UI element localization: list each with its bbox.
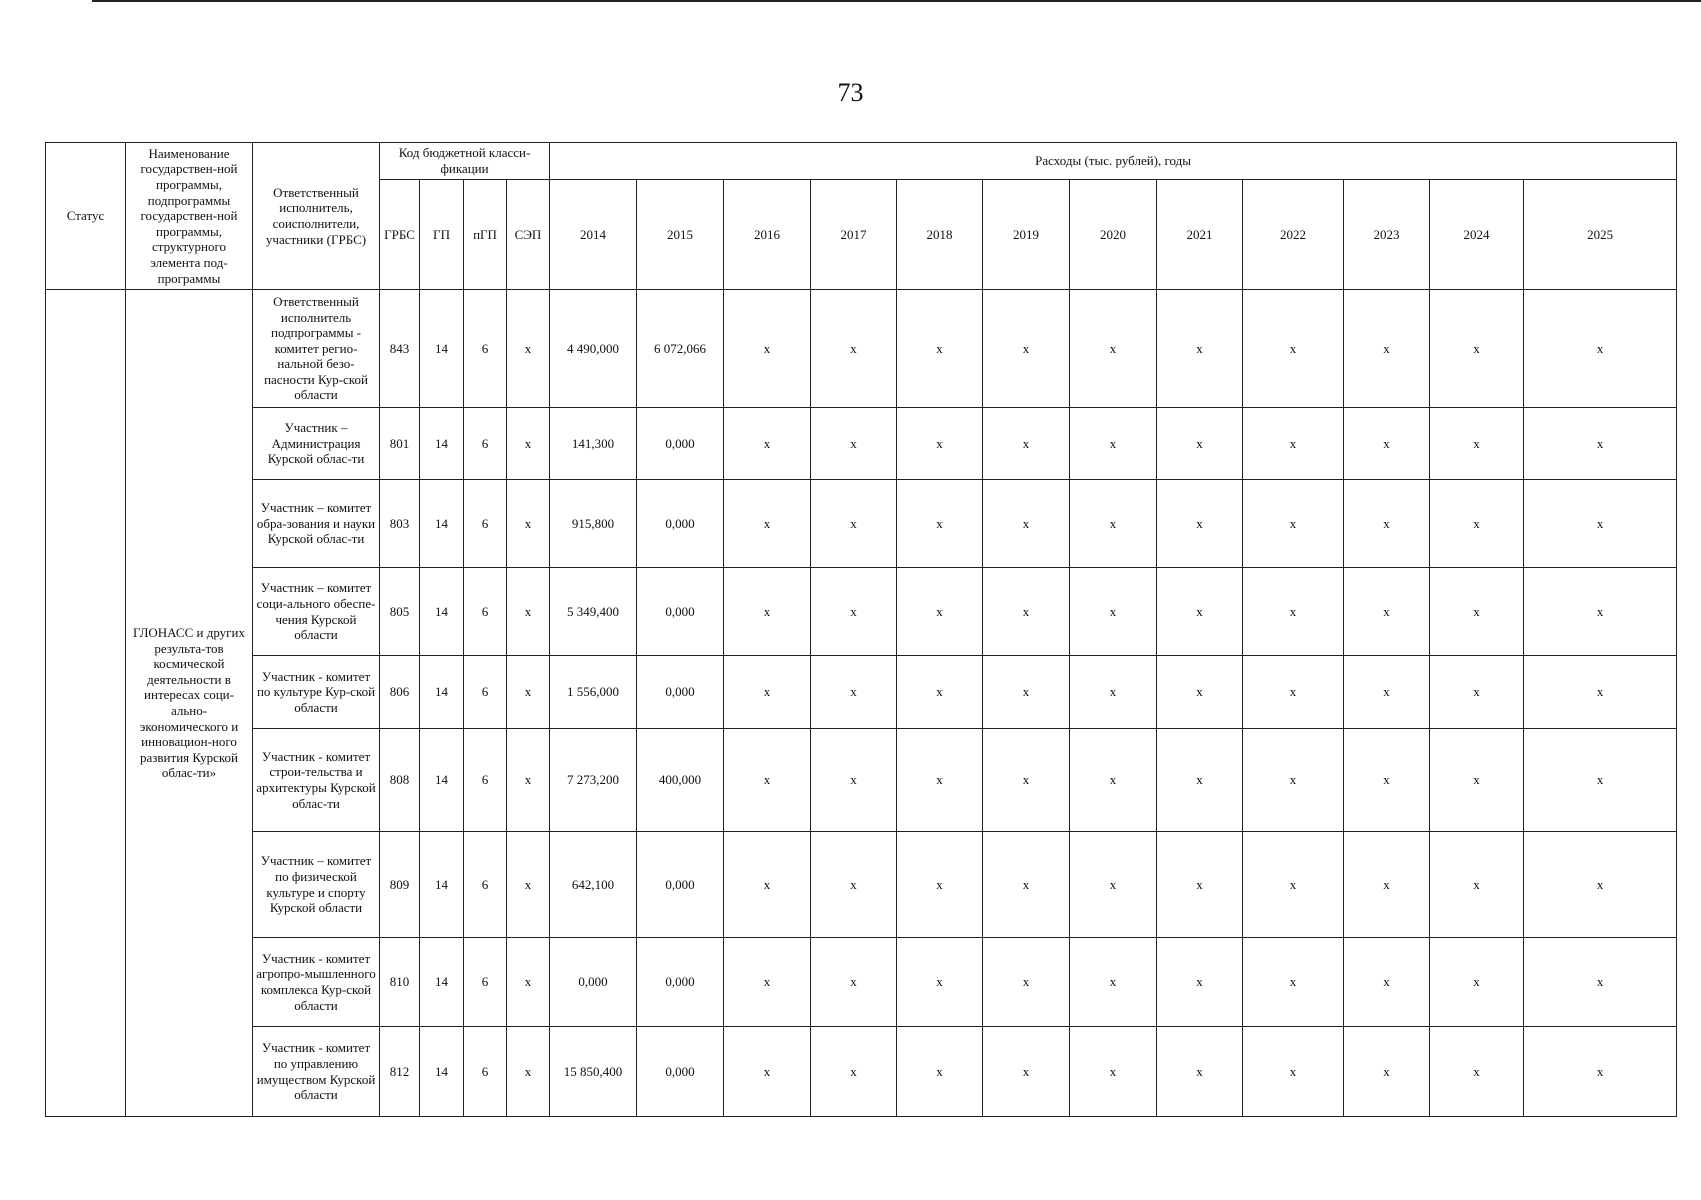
gp-cell: 14 [420, 568, 464, 656]
expense-cell: х [1344, 832, 1430, 938]
expense-cell: х [1430, 938, 1524, 1027]
program-name-cell: ГЛОНАСС и других результа-тов космической деятельности в интересах соци-ально-экономического и инновацион-ного развития Курской облас-ти» [126, 290, 253, 1117]
expense-cell: х [724, 1027, 811, 1117]
expense-cell: х [724, 290, 811, 408]
header-status: Статус [46, 143, 126, 290]
gp-cell: 14 [420, 408, 464, 480]
responsible-cell: Участник – Администрация Курской облас-ти [253, 408, 380, 480]
expense-cell: х [1344, 656, 1430, 729]
budget-table [45, 142, 1677, 1117]
expense-cell: х [811, 568, 897, 656]
expense-cell: х [724, 568, 811, 656]
expense-cell: х [983, 408, 1070, 480]
header-year: 2016 [724, 180, 811, 290]
expense-cell: х [811, 480, 897, 568]
expense-cell: х [1430, 656, 1524, 729]
responsible-cell: Участник – комитет по физической культуре и спорту Курской области [253, 832, 380, 938]
grbs-cell: 812 [380, 1027, 420, 1117]
table-row [46, 656, 1677, 729]
gp-cell: 14 [420, 290, 464, 408]
table-body [46, 290, 1677, 1117]
expense-cell: х [1157, 290, 1243, 408]
expense-cell: х [1070, 832, 1157, 938]
expense-cell: х [1524, 480, 1677, 568]
expense-cell: х [983, 832, 1070, 938]
expense-cell: х [897, 1027, 983, 1117]
expense-cell: 15 850,400 [550, 1027, 637, 1117]
expense-cell: х [1344, 480, 1430, 568]
expense-cell: х [983, 1027, 1070, 1117]
expense-cell: 6 072,066 [637, 290, 724, 408]
expense-cell: х [1430, 1027, 1524, 1117]
expense-cell: 141,300 [550, 408, 637, 480]
expense-cell: х [1243, 568, 1344, 656]
expense-cell: х [1344, 729, 1430, 832]
expense-cell: х [1243, 1027, 1344, 1117]
grbs-cell: 803 [380, 480, 420, 568]
page-number: 73 [837, 78, 864, 107]
expense-cell: х [1070, 290, 1157, 408]
header-year: 2024 [1430, 180, 1524, 290]
sep-cell: х [507, 729, 550, 832]
expense-cell: х [724, 408, 811, 480]
expense-cell: х [1524, 938, 1677, 1027]
expense-cell: 5 349,400 [550, 568, 637, 656]
header-expenses: Расходы (тыс. рублей), годы [550, 143, 1677, 180]
grbs-cell: 843 [380, 290, 420, 408]
pgp-cell: 6 [464, 656, 507, 729]
expense-cell: 0,000 [637, 656, 724, 729]
header-year: 2015 [637, 180, 724, 290]
expense-cell: х [1524, 1027, 1677, 1117]
expense-cell: 400,000 [637, 729, 724, 832]
header-year: 2021 [1157, 180, 1243, 290]
expense-cell: х [983, 290, 1070, 408]
expense-cell: х [1070, 568, 1157, 656]
expense-cell: х [1243, 729, 1344, 832]
expense-cell: х [1157, 568, 1243, 656]
expense-cell: х [1430, 832, 1524, 938]
grbs-cell: 805 [380, 568, 420, 656]
expense-cell: 642,100 [550, 832, 637, 938]
expense-cell: х [811, 1027, 897, 1117]
pgp-cell: 6 [464, 729, 507, 832]
expense-cell: х [1243, 832, 1344, 938]
expense-cell: х [1344, 408, 1430, 480]
expense-cell: х [1243, 938, 1344, 1027]
expense-cell: х [724, 480, 811, 568]
responsible-cell: Участник - комитет по культуре Кур-ской области [253, 656, 380, 729]
expense-cell: х [897, 408, 983, 480]
expense-cell: х [1430, 408, 1524, 480]
gp-cell: 14 [420, 656, 464, 729]
grbs-cell: 801 [380, 408, 420, 480]
expense-cell: х [1430, 729, 1524, 832]
expense-cell: х [1344, 568, 1430, 656]
expense-cell: х [1430, 480, 1524, 568]
expense-cell: х [1157, 408, 1243, 480]
expense-cell: х [1430, 290, 1524, 408]
gp-cell: 14 [420, 480, 464, 568]
expense-cell: х [983, 656, 1070, 729]
expense-cell: х [1243, 656, 1344, 729]
expense-cell: х [1344, 1027, 1430, 1117]
sep-cell: х [507, 656, 550, 729]
expense-cell: х [1344, 290, 1430, 408]
expense-cell: х [1070, 656, 1157, 729]
table-row [46, 408, 1677, 480]
expense-cell: х [983, 480, 1070, 568]
grbs-cell: 809 [380, 832, 420, 938]
pgp-cell: 6 [464, 290, 507, 408]
header-responsible: Ответственный исполнитель, соисполнители, участники (ГРБС) [253, 143, 380, 290]
header-budget-code: Код бюджетной класси-фикации [380, 143, 550, 180]
expense-cell: х [1070, 938, 1157, 1027]
gp-cell: 14 [420, 832, 464, 938]
responsible-cell: Участник - комитет агропро-мышленного комплекса Кур-ской области [253, 938, 380, 1027]
pgp-cell: 6 [464, 1027, 507, 1117]
expense-cell: 0,000 [637, 832, 724, 938]
expense-cell: х [1524, 408, 1677, 480]
expense-cell: х [1524, 832, 1677, 938]
responsible-cell: Участник - комитет по управлению имуществом Курской области [253, 1027, 380, 1117]
expense-cell: х [1344, 938, 1430, 1027]
grbs-cell: 808 [380, 729, 420, 832]
header-year: 2018 [897, 180, 983, 290]
expense-cell: 0,000 [550, 938, 637, 1027]
expense-cell: х [724, 938, 811, 1027]
expense-cell: х [1157, 938, 1243, 1027]
expense-cell: х [1524, 729, 1677, 832]
expense-cell: 1 556,000 [550, 656, 637, 729]
expense-cell: 0,000 [637, 408, 724, 480]
header-year: 2025 [1524, 180, 1677, 290]
expense-cell: х [811, 408, 897, 480]
expense-cell: х [1157, 729, 1243, 832]
expense-cell: х [897, 729, 983, 832]
table-row [46, 832, 1677, 938]
expense-cell: х [1070, 408, 1157, 480]
header-row-1 [46, 143, 1677, 180]
grbs-cell: 806 [380, 656, 420, 729]
expense-cell: х [1430, 568, 1524, 656]
expense-cell: х [983, 729, 1070, 832]
header-year: 2022 [1243, 180, 1344, 290]
expense-cell: х [1524, 568, 1677, 656]
pgp-cell: 6 [464, 938, 507, 1027]
header-code-pgp: пГП [464, 180, 507, 290]
grbs-cell: 810 [380, 938, 420, 1027]
expense-cell: х [897, 290, 983, 408]
expense-cell: х [1070, 480, 1157, 568]
responsible-cell: Участник – комитет соци-ального обеспе-чения Курской области [253, 568, 380, 656]
expense-cell: х [1070, 1027, 1157, 1117]
responsible-cell: Ответственный исполнитель подпрограммы - комитет регио-нальной безо-пасности Кур-ской области [253, 290, 380, 408]
expense-cell: 7 273,200 [550, 729, 637, 832]
expense-cell: х [897, 480, 983, 568]
expense-cell: х [1524, 656, 1677, 729]
expense-cell: х [1157, 1027, 1243, 1117]
header-code-sep: СЭП [507, 180, 550, 290]
expense-cell: 0,000 [637, 568, 724, 656]
header-year: 2014 [550, 180, 637, 290]
header-program-name: Наименование государствен-ной программы, подпрограммы государствен-ной программы, структурного элемента под-программы [126, 143, 253, 290]
expense-cell: х [1243, 290, 1344, 408]
expense-cell: х [1524, 290, 1677, 408]
expense-cell: х [1070, 729, 1157, 832]
header-year: 2020 [1070, 180, 1157, 290]
expense-cell: х [897, 568, 983, 656]
top-border-line [92, 0, 1701, 2]
table-row [46, 290, 1677, 408]
expense-cell: х [811, 938, 897, 1027]
expense-cell: 0,000 [637, 480, 724, 568]
expense-cell: х [1243, 408, 1344, 480]
responsible-cell: Участник - комитет строи-тельства и архитектуры Курской облас-ти [253, 729, 380, 832]
expense-cell: х [1157, 832, 1243, 938]
sep-cell: х [507, 568, 550, 656]
expense-cell: х [897, 832, 983, 938]
pgp-cell: 6 [464, 568, 507, 656]
expense-cell: 0,000 [637, 938, 724, 1027]
gp-cell: 14 [420, 729, 464, 832]
sep-cell: х [507, 1027, 550, 1117]
expense-cell: 0,000 [637, 1027, 724, 1117]
expense-cell: х [1157, 480, 1243, 568]
responsible-cell: Участник – комитет обра-зования и науки Курской облас-ти [253, 480, 380, 568]
table-row [46, 1027, 1677, 1117]
status-cell [46, 290, 126, 1117]
expense-cell: х [724, 832, 811, 938]
expense-cell: х [983, 568, 1070, 656]
table-row [46, 568, 1677, 656]
pgp-cell: 6 [464, 480, 507, 568]
expense-cell: х [983, 938, 1070, 1027]
sep-cell: х [507, 408, 550, 480]
expense-cell: 915,800 [550, 480, 637, 568]
gp-cell: 14 [420, 938, 464, 1027]
expense-cell: х [811, 832, 897, 938]
table-row [46, 480, 1677, 568]
header-code-grbs: ГРБС [380, 180, 420, 290]
expense-cell: х [811, 656, 897, 729]
pgp-cell: 6 [464, 408, 507, 480]
table-row [46, 729, 1677, 832]
sep-cell: х [507, 480, 550, 568]
expense-cell: х [897, 938, 983, 1027]
expense-cell: х [724, 729, 811, 832]
sep-cell: х [507, 938, 550, 1027]
header-code-gp: ГП [420, 180, 464, 290]
expense-cell: х [724, 656, 811, 729]
sep-cell: х [507, 290, 550, 408]
header-year: 2017 [811, 180, 897, 290]
expense-cell: х [1243, 480, 1344, 568]
expense-cell: х [811, 290, 897, 408]
expense-cell: х [897, 656, 983, 729]
expense-cell: 4 490,000 [550, 290, 637, 408]
header-year: 2023 [1344, 180, 1430, 290]
gp-cell: 14 [420, 1027, 464, 1117]
table-row [46, 938, 1677, 1027]
header-year: 2019 [983, 180, 1070, 290]
sep-cell: х [507, 832, 550, 938]
expense-cell: х [811, 729, 897, 832]
pgp-cell: 6 [464, 832, 507, 938]
expense-cell: х [1157, 656, 1243, 729]
